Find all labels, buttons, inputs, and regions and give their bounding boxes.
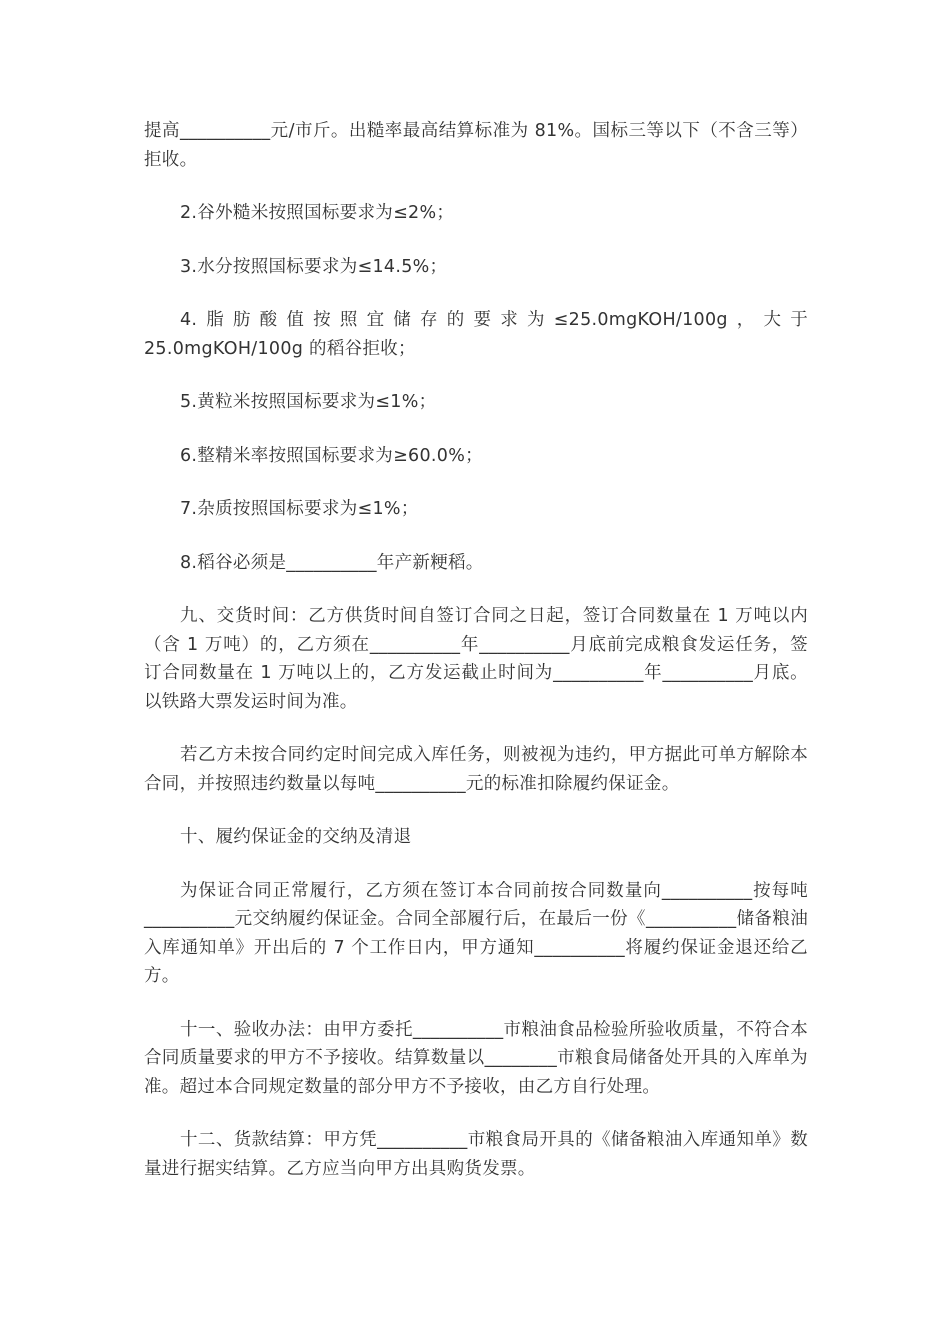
paragraph-moisture: 3.水分按照国标要求为≤14.5%； [180,256,448,277]
paragraph-fatty-acid: 4.脂肪酸值按照宜储存的要求为≤25.0mgKOH/100g，大于 25.0mgKOH/100g 的稻谷拒收； [144,310,808,359]
paragraph-price-increase: 提高__________元/市斤。出糙率最高结算标准为 81%。国标三等以下（不含三等）拒收。 [144,121,808,170]
section-delivery-time: 九、交货时间：乙方供货时间自签订合同之日起，签订合同数量在 1 万吨以内（含 1 万吨）的，乙方须在__________年__________月底前完成粮食发运任务，签订合同数量在 1 万吨以上的，乙方发运截止时间为__________年__________月底。以铁路大票发运时间为准。 [144,606,808,712]
paragraph-yellow-rice: 5.黄粒米按照国标要求为≤1%； [180,392,437,412]
paragraph-head-rice-rate: 6.整精米率按照国标要求为≥60.0%； [180,445,483,466]
paragraph-breach: 若乙方未按合同约定时间完成入库任务，则被视为违约，甲方据此可单方解除本合同，并按照违约数量以每吨__________元的标准扣除履约保证金。 [144,745,808,794]
paragraph-husked-rice: 2.谷外糙米按照国标要求为≤2%； [180,203,455,223]
paragraph-deposit: 为保证合同正常履行，乙方须在签订本合同前按合同数量向__________按每吨__________元交纳履约保证金。合同全部履行后，在最后一份《__________储备粮油入库通知单》开出后的 7 个工作日内，甲方通知__________将履约保证金退还给乙方。 [144,880,808,986]
paragraph-new-rice: 8.稻谷必须是__________年产新粳稻。 [180,552,484,573]
document-page [144,117,808,1208]
section-heading-deposit: 十、履约保证金的交纳及清退 [180,827,412,847]
paragraph-impurity: 7.杂质按照国标要求为≤1%； [180,499,419,519]
section-settlement: 十二、货款结算：甲方凭__________市粮食局开具的《储备粮油入库通知单》数量进行据实结算。乙方应当向甲方出具购货发票。 [144,1130,808,1179]
section-acceptance: 十一、验收办法：由甲方委托__________市粮油食品检验所验收质量，不符合本合同质量要求的甲方不予接收。结算数量以________市粮食局储备处开具的入库单为准。超过本合同规定数量的部分甲方不予接收，由乙方自行处理。 [144,1019,808,1097]
